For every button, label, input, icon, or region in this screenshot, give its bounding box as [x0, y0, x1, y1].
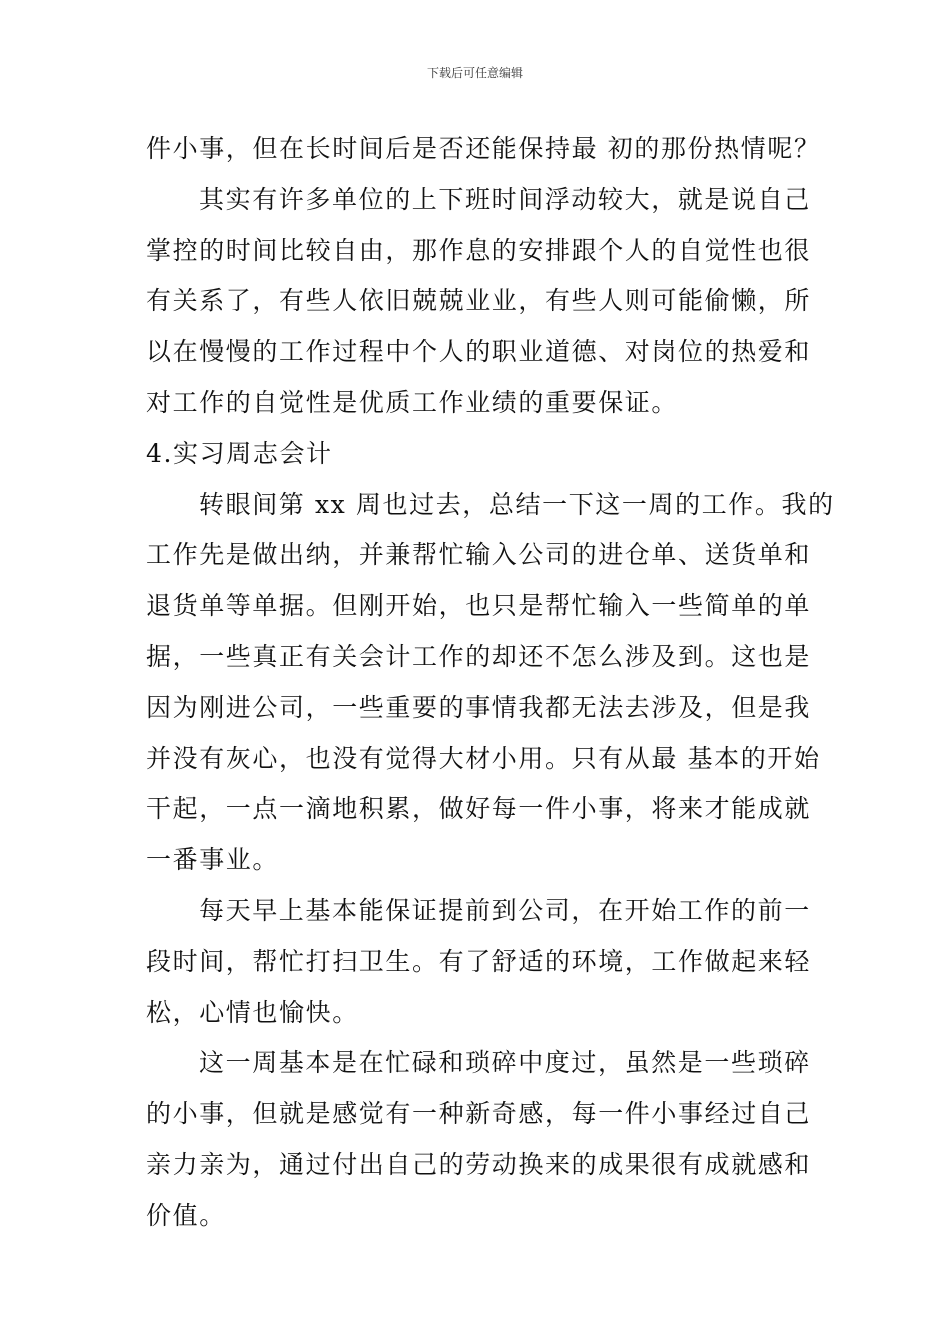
paragraph-start-line: 这一周基本是在忙碌和琐碎中度过，虽然是一些琐碎 [199, 1048, 811, 1078]
text-line: 亲力亲为，通过付出自己的劳动换来的成果很有成就感和 [146, 1149, 812, 1179]
text-line: 因为刚进公司，一些重要的事情我都无法去涉及，但是我 [146, 692, 812, 722]
text-line: 的小事，但就是感觉有一种新奇感，每一件小事经过自己 [146, 1099, 812, 1129]
text-line: 退货单等单据。但刚开始，也只是帮忙输入一些简单的单 [146, 591, 812, 621]
page-header: 下载后可任意编辑 [426, 66, 523, 80]
text-line: 据，一些真正有关会计工作的却还不怎么涉及到。这也是 [146, 641, 812, 671]
text-line: 松，心情也愉快。 [146, 997, 359, 1027]
text-line: 工作先是做出纳，并兼帮忙输入公司的进仓单、送货单和 [146, 540, 812, 570]
section-heading: 4.实习周志会计 [146, 438, 333, 468]
text-line: 以在慢慢的工作过程中个人的职业道德、对岗位的热爱和 [146, 337, 812, 367]
text-line: 掌控的时间比较自由，那作息的安排跟个人的自觉性也很 [146, 235, 812, 265]
text-line: 并没有灰心，也没有觉得大材小用。只有从最 基本的开始 [146, 743, 821, 773]
text-line: 件小事，但在长时间后是否还能保持最 初的那份热情呢？ [146, 134, 821, 163]
paragraph-start-line: 每天早上基本能保证提前到公司，在开始工作的前一 [199, 895, 811, 925]
text-line: 干起，一点一滴地积累，做好每一件小事，将来才能成就 [146, 794, 812, 824]
paragraph-start-line: 转眼间第 xx 周也过去，总结一下这一周的工作。我的 [199, 489, 835, 519]
text-line: 段时间，帮忙打扫卫生。有了舒适的环境，工作做起来轻 [146, 946, 812, 976]
document-body [146, 124, 835, 1242]
text-line: 一番事业。 [146, 845, 280, 875]
text-line: 价值。 [146, 1200, 226, 1230]
text-line: 有关系了，有些人依旧兢兢业业，有些人则可能偷懒，所 [146, 286, 812, 316]
text-line: 对工作的自觉性是优质工作业绩的重要保证。 [146, 387, 679, 417]
paragraph-start-line: 其实有许多单位的上下班时间浮动较大，就是说自己 [199, 184, 811, 214]
